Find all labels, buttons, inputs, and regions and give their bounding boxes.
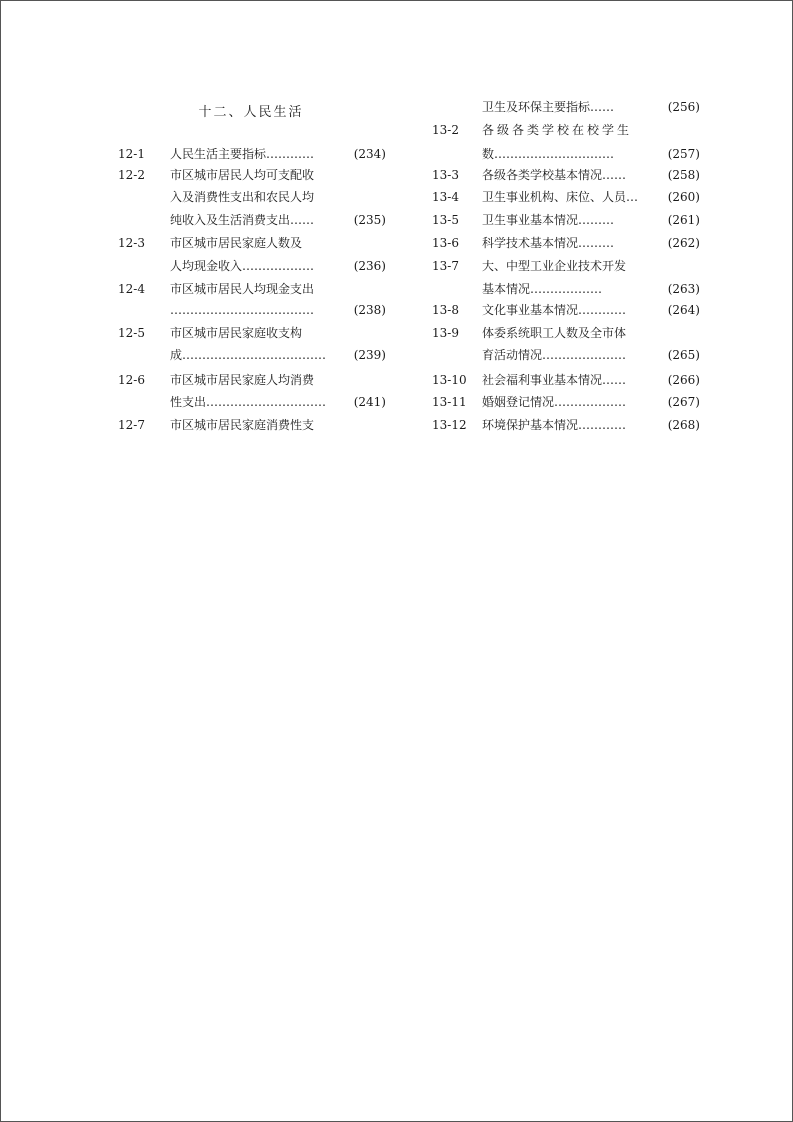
entry-number: 12-6 <box>118 373 145 387</box>
entry-number: 12-4 <box>118 282 145 296</box>
entry-title-line[interactable]: 环境保护基本情况………… <box>482 418 627 432</box>
entry-page: (262) <box>667 236 700 250</box>
entry-page: (260) <box>667 190 700 204</box>
entry-number: 12-5 <box>118 326 145 340</box>
entry-title-line[interactable]: 文化事业基本情况………… <box>482 303 627 317</box>
entry-number: 12-2 <box>118 168 145 182</box>
entry-title-line[interactable]: 市区城市居民家庭人数及 <box>170 236 303 250</box>
entry-title-line[interactable]: 婚姻登记情况……………… <box>482 395 627 409</box>
entry-page: (261) <box>667 213 700 227</box>
entry-number: 12-1 <box>118 147 145 161</box>
entry-title-line[interactable]: 成……………………………… <box>170 348 327 362</box>
entry-title-line[interactable]: 市区城市居民人均现金支出 <box>170 282 315 296</box>
entry-title-line[interactable]: 市区城市居民家庭人均消费 <box>170 373 315 387</box>
entry-page: (257) <box>667 147 700 161</box>
entry-title-line[interactable]: 体委系统职工人数及全市体 <box>482 326 627 340</box>
entry-page: (239) <box>353 348 386 362</box>
entry-title-line[interactable]: 市区城市居民家庭收支构 <box>170 326 303 340</box>
entry-page: (256) <box>667 100 700 114</box>
entry-title-line[interactable]: 卫生事业基本情况……… <box>482 213 615 227</box>
entry-page: (264) <box>667 303 700 317</box>
entry-title-line[interactable]: 卫生及环保主要指标…… <box>482 100 615 114</box>
entry-number: 13-3 <box>432 168 459 182</box>
entry-title-line[interactable]: 科学技术基本情况……… <box>482 236 615 250</box>
entry-page: (238) <box>353 303 386 317</box>
entry-number: 13-10 <box>432 373 467 387</box>
entry-number: 13-2 <box>432 123 459 137</box>
entry-title-line[interactable]: 卫生事业机构、床位、人员… <box>482 190 639 204</box>
entry-title-line[interactable]: 大、中型工业企业技术开发 <box>482 259 627 273</box>
entry-page: (267) <box>667 395 700 409</box>
entry-title-line[interactable]: 纯收入及生活消费支出…… <box>170 213 315 227</box>
entry-title-line[interactable]: 人均现金收入……………… <box>170 259 315 273</box>
entry-title-line[interactable]: 各级各类学校基本情况…… <box>482 168 627 182</box>
entry-page: (234) <box>353 147 386 161</box>
entry-title-line[interactable]: 人民生活主要指标………… <box>170 147 315 161</box>
entry-number: 13-4 <box>432 190 459 204</box>
entry-title-line[interactable]: 育活动情况………………… <box>482 348 627 362</box>
entry-page: (268) <box>667 418 700 432</box>
entry-title-line[interactable]: 市区城市居民人均可支配收 <box>170 168 315 182</box>
entry-title-line[interactable]: 市区城市居民家庭消费性支 <box>170 418 315 432</box>
entry-number: 13-9 <box>432 326 459 340</box>
entry-number: 12-3 <box>118 236 145 250</box>
entry-title-line[interactable]: 社会福利事业基本情况…… <box>482 373 627 387</box>
entry-number: 13-6 <box>432 236 459 250</box>
entry-title-line[interactable]: ……………………………… <box>170 303 314 317</box>
entry-title-line[interactable]: 数………………………… <box>482 147 615 161</box>
entry-page: (241) <box>353 395 386 409</box>
entry-page: (236) <box>353 259 386 273</box>
entry-title-line[interactable]: 性支出………………………… <box>170 395 327 409</box>
entry-number: 13-12 <box>432 418 467 432</box>
entry-number: 13-5 <box>432 213 459 227</box>
entry-page: (265) <box>667 348 700 362</box>
entry-number: 13-7 <box>432 259 459 273</box>
section-title: 十二、人民生活 <box>198 105 304 120</box>
entry-page: (235) <box>353 213 386 227</box>
entry-title-line[interactable]: 入及消费性支出和农民人均 <box>170 190 315 204</box>
entry-page: (266) <box>667 373 700 387</box>
entry-title-line[interactable]: 各级各类学校在校学生 <box>482 123 633 137</box>
entry-number: 12-7 <box>118 418 145 432</box>
entry-number: 13-8 <box>432 303 459 317</box>
entry-number: 13-11 <box>432 395 467 409</box>
entry-page: (263) <box>667 282 700 296</box>
entry-page: (258) <box>667 168 700 182</box>
entry-title-line[interactable]: 基本情况……………… <box>482 282 603 296</box>
